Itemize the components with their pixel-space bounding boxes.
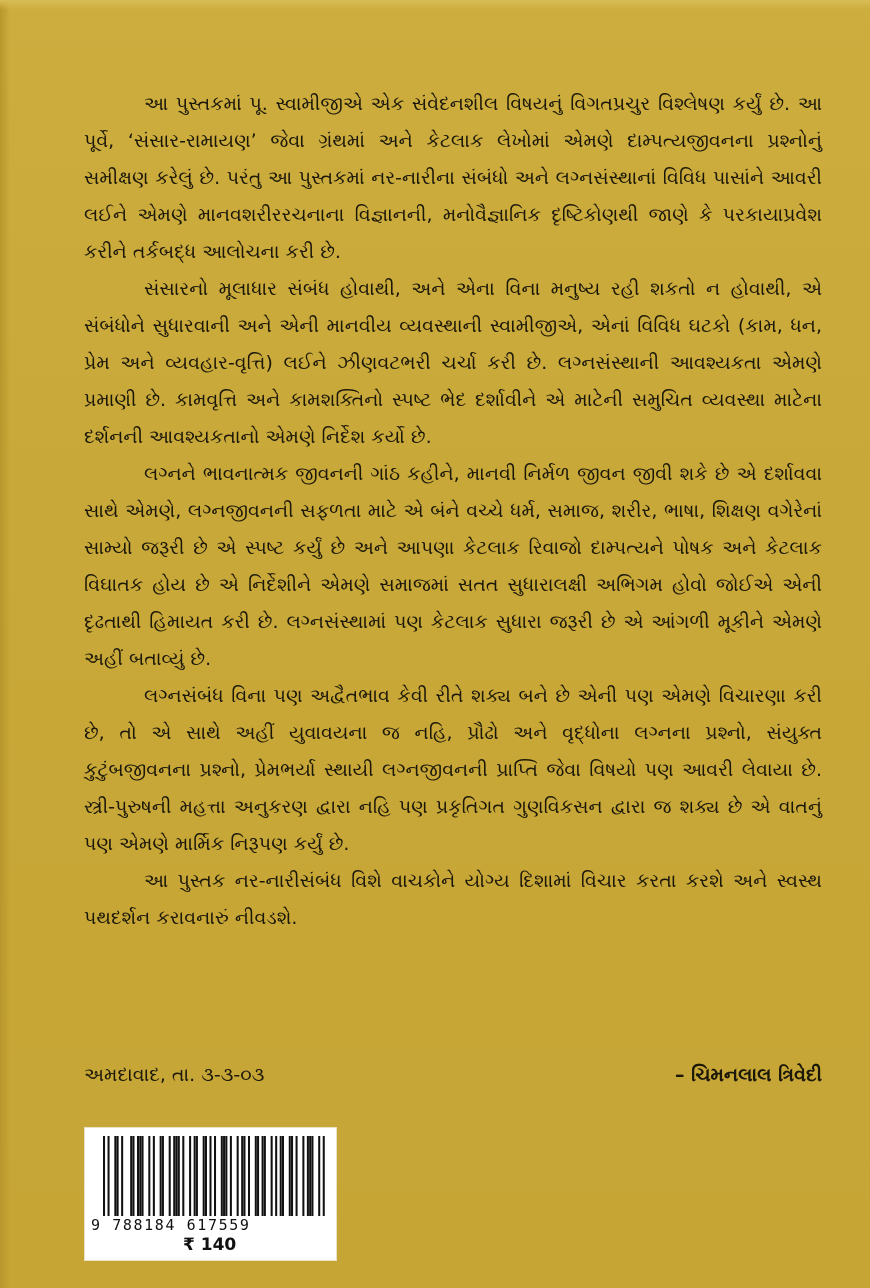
blurb-paragraph-4: લગ્નસંબંધ વિના પણ અદ્વૈતભાવ કેવી રીતે શક્ય બને છે એની પણ એમણે વિચારણા કરી છે, તો એ સાથે અહીં યુવાવયના જ નહિ, પ્રૌઢો અને વૃદ્ધોના લગ્નના પ્રશ્નો, સંયુક્ત કુટુંબજીવનના પ્રશ્નો, પ્રેમભર્યા સ્થાયી લગ્નજીવનની પ્રાપ્તિ જેવા વિષયો પણ આવરી લેવાયા છે. સ્ત્રી-પુરુષની મહત્તા અનુકરણ દ્વારા નહિ પણ પ્રકૃતિગત ગુણવિકસન દ્વારા જ શક્ય છે એ વાતનું પણ એમણે માર્મિક નિરૂપણ કર્યું છે. xyxy=(84,685,822,855)
place-date: અમદાવાદ, તા. ૩-૩-૦૩ xyxy=(84,1064,265,1086)
barcode-icon xyxy=(103,1136,325,1216)
blurb-paragraph-5: આ પુસ્તક નર-નારીસંબંધ વિશે વાચકોને યોગ્ય દિશામાં વિચાર કરતા કરશે અને સ્વસ્થ પથદર્શન કરાવનારું નીવડશે. xyxy=(84,870,822,929)
signoff-line xyxy=(84,1064,822,1086)
blurb-paragraph-2: સંસારનો મૂલાધાર સંબંધ હોવાથી, અને એના વિના મનુષ્ય રહી શકતો ન હોવાથી, એ સંબંધોને સુધારવાની અને એની માનવીય વ્યવસ્થાની સ્વામીજીએ, એનાં વિવિધ ઘટકો (કામ, ધન, પ્રેમ અને વ્યવહાર-વૃત્તિ) લઈને ઝીણવટભરી ચર્ચા કરી છે. લગ્નસંસ્થાની આવશ્યકતા એમણે પ્રમાણી છે. કામવૃત્તિ અને કામશક્તિનો સ્પષ્ટ ભેદ દર્શાવીને એ માટેની સમુચિત વ્યવસ્થા માટેના દર્શનની આવશ્યકતાનો એમણે નિર્દેશ કર્યો છે. xyxy=(84,278,822,448)
isbn-number: 9 788184 617559 xyxy=(91,1216,251,1234)
blurb-paragraph-3: લગ્નને ભાવનાત્મક જીવનની ગાંઠ કહીને, માનવી નિર્મળ જીવન જીવી શકે છે એ દર્શાવવા સાથે એમણે, લગ્નજીવનની સફળતા માટે એ બંને વચ્ચે ધર્મ, સમાજ, શરીર, ભાષા, શિક્ષણ વગેરેનાં સામ્યો જરૂરી છે એ સ્પષ્ટ કર્યું છે અને આપણા કેટલાક રિવાજો દામ્પત્યને પોષક અને કેટલાક વિઘાતક હોય છે એ નિર્દેશીને એમણે સમાજમાં સતત સુધારાલક્ષી અભિગમ હોવો જોઈએ એની દૃઢતાથી હિમાયત કરી છે. લગ્નસંસ્થામાં પણ કેટલાક સુધારા જરૂરી છે એ આંગળી મૂકીને એમણે અહીં બતાવ્યું છે. xyxy=(84,463,822,670)
blurb-text xyxy=(84,86,822,937)
blurb-paragraph-1: આ પુસ્તકમાં પૂ. સ્વામીજીએ એક સંવેદનશીલ વિષયનું વિગતપ્રચુર વિશ્લેષણ કર્યું છે. આ પૂર્વે, ‘સંસાર-રામાયણ’ જેવા ગ્રંથમાં અને કેટલાક લેખોમાં એમણે દામ્પત્યજીવનના પ્રશ્નોનું સમીક્ષણ કરેલું છે. પરંતુ આ પુસ્તકમાં નર-નારીના સંબંધો અને લગ્નસંસ્થાનાં વિવિધ પાસાંને આવરી લઈને એમણે માનવશરીરરચનાના વિજ્ઞાનની, મનોવૈજ્ઞાનિક દૃષ્ટિકોણથી જાણે કે પરકાયાપ્રવેશ કરીને તર્કબદ્ધ આલોચના કરી છે. xyxy=(84,93,822,263)
price-label: ₹ 140 xyxy=(183,1235,237,1255)
barcode-label xyxy=(84,1127,337,1261)
author-name: – ચિમનલાલ ત્રિવેદી xyxy=(674,1064,822,1086)
